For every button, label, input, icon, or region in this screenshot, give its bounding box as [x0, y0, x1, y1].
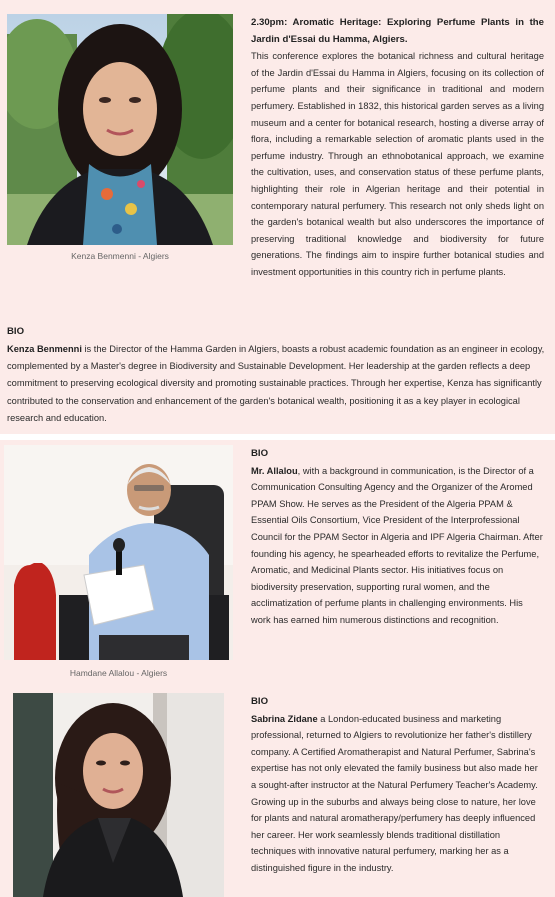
- bio-label: BIO: [251, 448, 269, 459]
- bio-text: , with a background in communication, is the Director of a Communication Consulting Agency and the Organizer of the Aromed PPAM Show. He serves as the President of the Algeria PPAM & Essential Oils Consortium, Vice President of the Interprofessional Council for the PPAM Sector in Algeria and IPF Algeria Chairman. After founding his agency, he spearheaded efforts to revitalize the Perfume, Aromatic, and Medicinal Plants sector. His initiatives focus on biodiversity preservation, supporting rural women, and the acclimatization of perfume plants in challenging environments. His work has earned him numerous distinctions and recognition.: [251, 465, 543, 625]
- talk-block: [251, 15, 544, 281]
- bio-text: is the Director of the Hamma Garden in Algiers, boasts a robust academic foundation as an engineer in ecology, complemented by a Master's degree in Biodiversity and Sustainable Development. Her leadership at the garden reflects a deep commitment to preserving ecological diversity and promoting sustainable practices. Through her expertise, Kenza has significantly contributed to the conservation and enhancement of the garden's botanical wealth, positioning it as a key player in ecological research and education.: [7, 343, 545, 424]
- zidane-portrait-photo: [13, 693, 224, 897]
- bio-label: BIO: [7, 326, 25, 337]
- bio-text: a London-educated business and marketing professional, returned to Algiers to revolutionize her father's distillery company. A Certified Aromatherapist and Natural Perfumer, Sabrina's expertise has not only elevated the family business but also made her a sought-after instructor at the Natural Perfumery Teacher's Academy. Growing up in the suburbs and always being close to nature, her love for plants and natural aromatherapy/perfumery has deeply influenced her career. Her work seamlessly blends traditional distillation techniques with innovative natural perfumery, marking her as a distinguished figure in the industry.: [251, 713, 538, 873]
- bio-paragraph: [251, 463, 544, 629]
- kenza-portrait-photo: [7, 14, 233, 245]
- bio-block-zidane: [251, 694, 544, 877]
- portrait-illustration: [4, 445, 233, 660]
- portrait-illustration: [7, 14, 233, 245]
- bio-paragraph: [7, 341, 547, 428]
- speaker-section-allalou-zidane: [0, 440, 555, 897]
- bio-name: Kenza Benmenni: [7, 343, 82, 354]
- bio-name: Mr. Allalou: [251, 465, 298, 476]
- bio-block-allalou: [251, 446, 544, 629]
- allalou-portrait-photo: [4, 445, 233, 660]
- portrait-illustration: [13, 693, 224, 897]
- talk-abstract: This conference explores the botanical richness and cultural heritage of the Jardin d'Essai du Hamma in Algiers, focusing on its collection of perfume plants and their significance in traditional and modern perfumery. Established in 1832, this historical garden serves as a living museum and a center for botanical research, hosting a diverse array of flora, including a remarkable selection of aromatic plants used in the perfume industry. Through an ethnobotanical approach, we examine the cultivation, uses, and conservation status of these perfume plants, highlighting their role in Algerian heritage and their potential in contemporary natural perfumery. This research not only sheds light on the garden's botanical wealth but also underscores the importance of preserving traditional knowledge and biodiversity for future generations. The findings aim to inspire further botanical studies and investment opportunities in this country rich in perfume plants.: [251, 51, 544, 277]
- bio-block: [7, 324, 547, 428]
- bio-label: BIO: [251, 696, 269, 707]
- bio-name: Sabrina Zidane: [251, 713, 318, 724]
- photo-caption: Kenza Benmenni - Algiers: [71, 251, 169, 261]
- photo-caption: Hamdane Allalou - Algiers: [69, 668, 168, 678]
- talk-title: 2.30pm: Aromatic Heritage: Exploring Perfume Plants in the Jardin d'Essai du Hamma, Algiers.: [251, 17, 544, 45]
- bio-paragraph: [251, 711, 544, 877]
- speaker-section-kenza: [0, 0, 555, 434]
